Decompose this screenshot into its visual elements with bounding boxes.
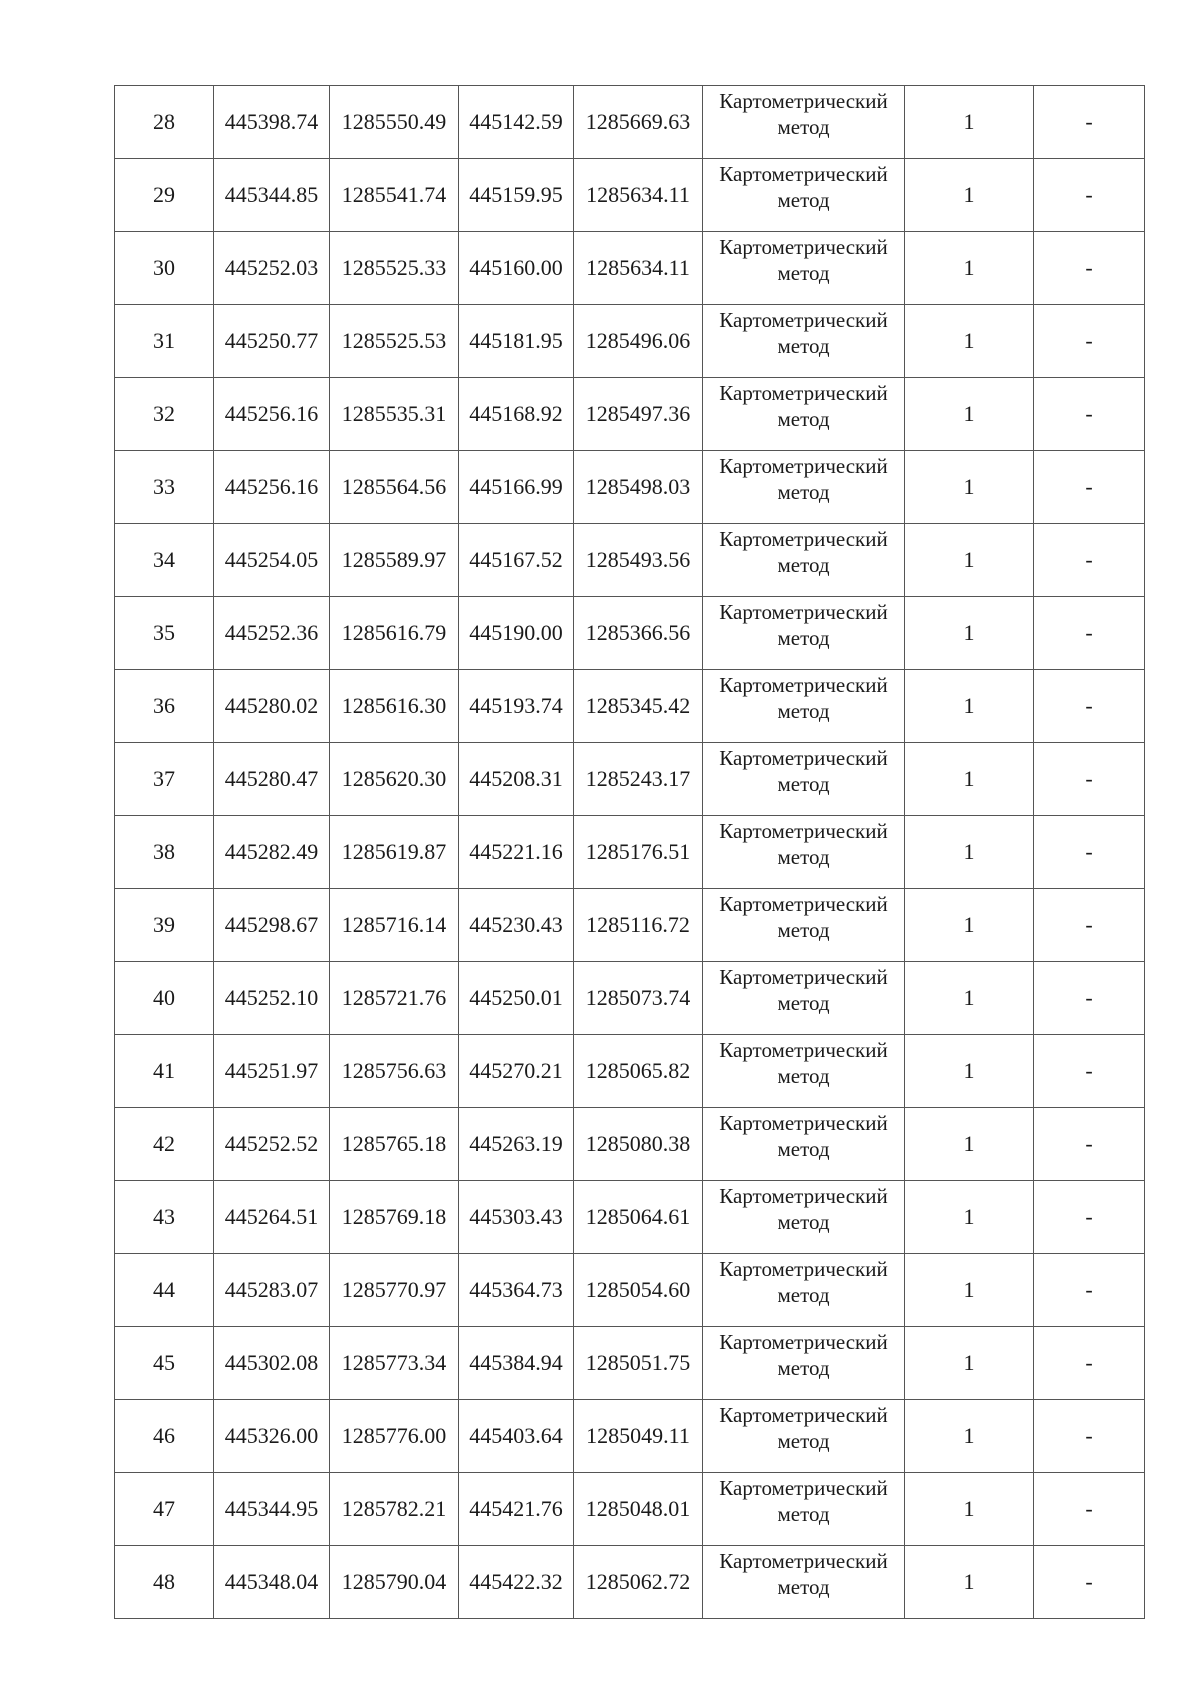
x-coordinate-cell: 445251.97 — [214, 1035, 330, 1108]
table-row — [115, 159, 1145, 232]
method-cell — [703, 305, 905, 378]
table-row — [115, 816, 1145, 889]
x2-coordinate-cell: 445422.32 — [459, 1546, 574, 1619]
x2-coordinate-cell: 445250.01 — [459, 962, 574, 1035]
method-cell — [703, 524, 905, 597]
table-row — [115, 1327, 1145, 1400]
y2-coordinate-cell: 1285669.63 — [574, 86, 703, 159]
point-number-cell: 41 — [115, 1035, 214, 1108]
method-cell — [703, 1035, 905, 1108]
accuracy-cell: 1 — [905, 232, 1034, 305]
table-row — [115, 1254, 1145, 1327]
method-line-1: Картометрический — [719, 381, 888, 405]
note-cell: - — [1034, 597, 1145, 670]
method-line-1: Картометрический — [719, 1330, 888, 1354]
note-cell: - — [1034, 1254, 1145, 1327]
method-cell — [703, 597, 905, 670]
method-line-2: метод — [777, 845, 830, 869]
method-line-1: Картометрический — [719, 1257, 888, 1281]
x2-coordinate-cell: 445230.43 — [459, 889, 574, 962]
method-line-2: метод — [777, 1356, 830, 1380]
accuracy-cell: 1 — [905, 159, 1034, 232]
y2-coordinate-cell: 1285345.42 — [574, 670, 703, 743]
y-coordinate-cell: 1285619.87 — [330, 816, 459, 889]
y-coordinate-cell: 1285776.00 — [330, 1400, 459, 1473]
y-coordinate-cell: 1285790.04 — [330, 1546, 459, 1619]
note-cell: - — [1034, 305, 1145, 378]
y-coordinate-cell: 1285620.30 — [330, 743, 459, 816]
method-cell — [703, 1108, 905, 1181]
method-line-2: метод — [777, 188, 830, 212]
accuracy-cell: 1 — [905, 597, 1034, 670]
accuracy-cell: 1 — [905, 378, 1034, 451]
note-cell: - — [1034, 1035, 1145, 1108]
y-coordinate-cell: 1285535.31 — [330, 378, 459, 451]
point-number-cell: 37 — [115, 743, 214, 816]
note-cell: - — [1034, 1327, 1145, 1400]
method-cell — [703, 86, 905, 159]
y-coordinate-cell: 1285765.18 — [330, 1108, 459, 1181]
method-line-1: Картометрический — [719, 454, 888, 478]
accuracy-cell: 1 — [905, 86, 1034, 159]
accuracy-cell: 1 — [905, 816, 1034, 889]
x2-coordinate-cell: 445168.92 — [459, 378, 574, 451]
method-line-1: Картометрический — [719, 1184, 888, 1208]
table-row — [115, 1108, 1145, 1181]
x-coordinate-cell: 445256.16 — [214, 378, 330, 451]
y2-coordinate-cell: 1285634.11 — [574, 232, 703, 305]
method-line-1: Картометрический — [719, 600, 888, 624]
accuracy-cell: 1 — [905, 524, 1034, 597]
y2-coordinate-cell: 1285048.01 — [574, 1473, 703, 1546]
point-number-cell: 34 — [115, 524, 214, 597]
y-coordinate-cell: 1285525.33 — [330, 232, 459, 305]
x-coordinate-cell: 445344.85 — [214, 159, 330, 232]
x-coordinate-cell: 445344.95 — [214, 1473, 330, 1546]
table-row — [115, 451, 1145, 524]
accuracy-cell: 1 — [905, 1473, 1034, 1546]
x-coordinate-cell: 445348.04 — [214, 1546, 330, 1619]
x2-coordinate-cell: 445270.21 — [459, 1035, 574, 1108]
x-coordinate-cell: 445280.47 — [214, 743, 330, 816]
x2-coordinate-cell: 445181.95 — [459, 305, 574, 378]
accuracy-cell: 1 — [905, 670, 1034, 743]
x2-coordinate-cell: 445263.19 — [459, 1108, 574, 1181]
method-cell — [703, 1473, 905, 1546]
x-coordinate-cell: 445252.52 — [214, 1108, 330, 1181]
method-line-2: метод — [777, 1575, 830, 1599]
y2-coordinate-cell: 1285054.60 — [574, 1254, 703, 1327]
method-line-1: Картометрический — [719, 1111, 888, 1135]
point-number-cell: 30 — [115, 232, 214, 305]
method-line-2: метод — [777, 480, 830, 504]
y-coordinate-cell: 1285541.74 — [330, 159, 459, 232]
accuracy-cell: 1 — [905, 1108, 1034, 1181]
accuracy-cell: 1 — [905, 1546, 1034, 1619]
x2-coordinate-cell: 445166.99 — [459, 451, 574, 524]
table-row — [115, 1035, 1145, 1108]
y-coordinate-cell: 1285525.53 — [330, 305, 459, 378]
note-cell: - — [1034, 378, 1145, 451]
point-number-cell: 39 — [115, 889, 214, 962]
accuracy-cell: 1 — [905, 1327, 1034, 1400]
method-line-2: метод — [777, 1502, 830, 1526]
method-line-1: Картометрический — [719, 1403, 888, 1427]
x2-coordinate-cell: 445193.74 — [459, 670, 574, 743]
y-coordinate-cell: 1285616.30 — [330, 670, 459, 743]
x-coordinate-cell: 445282.49 — [214, 816, 330, 889]
y-coordinate-cell: 1285756.63 — [330, 1035, 459, 1108]
method-line-2: метод — [777, 918, 830, 942]
x2-coordinate-cell: 445167.52 — [459, 524, 574, 597]
method-cell — [703, 816, 905, 889]
point-number-cell: 35 — [115, 597, 214, 670]
x-coordinate-cell: 445283.07 — [214, 1254, 330, 1327]
method-line-1: Картометрический — [719, 1476, 888, 1500]
point-number-cell: 44 — [115, 1254, 214, 1327]
accuracy-cell: 1 — [905, 451, 1034, 524]
method-line-2: метод — [777, 699, 830, 723]
x2-coordinate-cell: 445208.31 — [459, 743, 574, 816]
point-number-cell: 42 — [115, 1108, 214, 1181]
y-coordinate-cell: 1285564.56 — [330, 451, 459, 524]
x-coordinate-cell: 445302.08 — [214, 1327, 330, 1400]
x-coordinate-cell: 445254.05 — [214, 524, 330, 597]
x-coordinate-cell: 445298.67 — [214, 889, 330, 962]
y-coordinate-cell: 1285721.76 — [330, 962, 459, 1035]
method-line-1: Картометрический — [719, 89, 888, 113]
accuracy-cell: 1 — [905, 1400, 1034, 1473]
method-line-2: метод — [777, 1283, 830, 1307]
x2-coordinate-cell: 445159.95 — [459, 159, 574, 232]
note-cell: - — [1034, 1108, 1145, 1181]
y2-coordinate-cell: 1285634.11 — [574, 159, 703, 232]
table-row — [115, 86, 1145, 159]
method-line-2: метод — [777, 772, 830, 796]
note-cell: - — [1034, 816, 1145, 889]
method-line-2: метод — [777, 1210, 830, 1234]
accuracy-cell: 1 — [905, 1035, 1034, 1108]
method-line-1: Картометрический — [719, 819, 888, 843]
method-cell — [703, 670, 905, 743]
method-cell — [703, 1400, 905, 1473]
y2-coordinate-cell: 1285062.72 — [574, 1546, 703, 1619]
y2-coordinate-cell: 1285049.11 — [574, 1400, 703, 1473]
note-cell: - — [1034, 1181, 1145, 1254]
table-row — [115, 962, 1145, 1035]
accuracy-cell: 1 — [905, 962, 1034, 1035]
x2-coordinate-cell: 445160.00 — [459, 232, 574, 305]
note-cell: - — [1034, 451, 1145, 524]
method-line-2: метод — [777, 261, 830, 285]
method-cell — [703, 1546, 905, 1619]
y2-coordinate-cell: 1285065.82 — [574, 1035, 703, 1108]
method-cell — [703, 962, 905, 1035]
y-coordinate-cell: 1285773.34 — [330, 1327, 459, 1400]
note-cell: - — [1034, 232, 1145, 305]
x2-coordinate-cell: 445303.43 — [459, 1181, 574, 1254]
method-line-1: Картометрический — [719, 1038, 888, 1062]
table-row — [115, 378, 1145, 451]
method-line-2: метод — [777, 115, 830, 139]
point-number-cell: 48 — [115, 1546, 214, 1619]
method-line-1: Картометрический — [719, 965, 888, 989]
accuracy-cell: 1 — [905, 743, 1034, 816]
point-number-cell: 31 — [115, 305, 214, 378]
method-line-1: Картометрический — [719, 308, 888, 332]
x2-coordinate-cell: 445421.76 — [459, 1473, 574, 1546]
point-number-cell: 32 — [115, 378, 214, 451]
method-line-2: метод — [777, 626, 830, 650]
x2-coordinate-cell: 445403.64 — [459, 1400, 574, 1473]
x2-coordinate-cell: 445221.16 — [459, 816, 574, 889]
method-line-1: Картометрический — [719, 527, 888, 551]
note-cell: - — [1034, 159, 1145, 232]
note-cell: - — [1034, 743, 1145, 816]
x-coordinate-cell: 445280.02 — [214, 670, 330, 743]
method-line-1: Картометрический — [719, 162, 888, 186]
x-coordinate-cell: 445398.74 — [214, 86, 330, 159]
method-line-2: метод — [777, 1429, 830, 1453]
y2-coordinate-cell: 1285116.72 — [574, 889, 703, 962]
point-number-cell: 45 — [115, 1327, 214, 1400]
y2-coordinate-cell: 1285497.36 — [574, 378, 703, 451]
y2-coordinate-cell: 1285051.75 — [574, 1327, 703, 1400]
point-number-cell: 47 — [115, 1473, 214, 1546]
y-coordinate-cell: 1285616.79 — [330, 597, 459, 670]
point-number-cell: 36 — [115, 670, 214, 743]
y2-coordinate-cell: 1285064.61 — [574, 1181, 703, 1254]
point-number-cell: 28 — [115, 86, 214, 159]
method-line-2: метод — [777, 1064, 830, 1088]
table-row — [115, 889, 1145, 962]
y-coordinate-cell: 1285769.18 — [330, 1181, 459, 1254]
y2-coordinate-cell: 1285493.56 — [574, 524, 703, 597]
note-cell: - — [1034, 1473, 1145, 1546]
y-coordinate-cell: 1285589.97 — [330, 524, 459, 597]
method-line-1: Картометрический — [719, 892, 888, 916]
y-coordinate-cell: 1285782.21 — [330, 1473, 459, 1546]
method-line-2: метод — [777, 991, 830, 1015]
table-row — [115, 232, 1145, 305]
method-line-2: метод — [777, 334, 830, 358]
x-coordinate-cell: 445252.36 — [214, 597, 330, 670]
y-coordinate-cell: 1285550.49 — [330, 86, 459, 159]
method-line-2: метод — [777, 553, 830, 577]
method-cell — [703, 159, 905, 232]
point-number-cell: 29 — [115, 159, 214, 232]
x-coordinate-cell: 445256.16 — [214, 451, 330, 524]
method-line-2: метод — [777, 1137, 830, 1161]
note-cell: - — [1034, 670, 1145, 743]
note-cell: - — [1034, 86, 1145, 159]
table-row — [115, 524, 1145, 597]
note-cell: - — [1034, 889, 1145, 962]
method-line-1: Картометрический — [719, 235, 888, 259]
table-row — [115, 1400, 1145, 1473]
note-cell: - — [1034, 962, 1145, 1035]
x-coordinate-cell: 445326.00 — [214, 1400, 330, 1473]
method-cell — [703, 451, 905, 524]
x2-coordinate-cell: 445142.59 — [459, 86, 574, 159]
accuracy-cell: 1 — [905, 305, 1034, 378]
table-row — [115, 1181, 1145, 1254]
x-coordinate-cell: 445252.03 — [214, 232, 330, 305]
y2-coordinate-cell: 1285080.38 — [574, 1108, 703, 1181]
y2-coordinate-cell: 1285366.56 — [574, 597, 703, 670]
method-cell — [703, 378, 905, 451]
point-number-cell: 38 — [115, 816, 214, 889]
x-coordinate-cell: 445252.10 — [214, 962, 330, 1035]
table-row — [115, 305, 1145, 378]
method-cell — [703, 1181, 905, 1254]
point-number-cell: 40 — [115, 962, 214, 1035]
method-line-1: Картометрический — [719, 746, 888, 770]
table-row — [115, 1473, 1145, 1546]
y-coordinate-cell: 1285716.14 — [330, 889, 459, 962]
method-line-2: метод — [777, 407, 830, 431]
x-coordinate-cell: 445264.51 — [214, 1181, 330, 1254]
x2-coordinate-cell: 445190.00 — [459, 597, 574, 670]
y2-coordinate-cell: 1285176.51 — [574, 816, 703, 889]
table-row — [115, 597, 1145, 670]
y2-coordinate-cell: 1285073.74 — [574, 962, 703, 1035]
note-cell: - — [1034, 1546, 1145, 1619]
method-cell — [703, 743, 905, 816]
method-cell — [703, 1254, 905, 1327]
accuracy-cell: 1 — [905, 1181, 1034, 1254]
method-cell — [703, 889, 905, 962]
method-cell — [703, 1327, 905, 1400]
table-row — [115, 1546, 1145, 1619]
y2-coordinate-cell: 1285496.06 — [574, 305, 703, 378]
point-number-cell: 43 — [115, 1181, 214, 1254]
y2-coordinate-cell: 1285243.17 — [574, 743, 703, 816]
table-row — [115, 743, 1145, 816]
point-number-cell: 46 — [115, 1400, 214, 1473]
method-line-1: Картометрический — [719, 1549, 888, 1573]
x-coordinate-cell: 445250.77 — [214, 305, 330, 378]
table-body — [115, 86, 1145, 1619]
accuracy-cell: 1 — [905, 889, 1034, 962]
x2-coordinate-cell: 445364.73 — [459, 1254, 574, 1327]
note-cell: - — [1034, 524, 1145, 597]
y-coordinate-cell: 1285770.97 — [330, 1254, 459, 1327]
table-row — [115, 670, 1145, 743]
coordinates-table — [114, 85, 1145, 1619]
method-cell — [703, 232, 905, 305]
y2-coordinate-cell: 1285498.03 — [574, 451, 703, 524]
note-cell: - — [1034, 1400, 1145, 1473]
method-line-1: Картометрический — [719, 673, 888, 697]
point-number-cell: 33 — [115, 451, 214, 524]
x2-coordinate-cell: 445384.94 — [459, 1327, 574, 1400]
accuracy-cell: 1 — [905, 1254, 1034, 1327]
